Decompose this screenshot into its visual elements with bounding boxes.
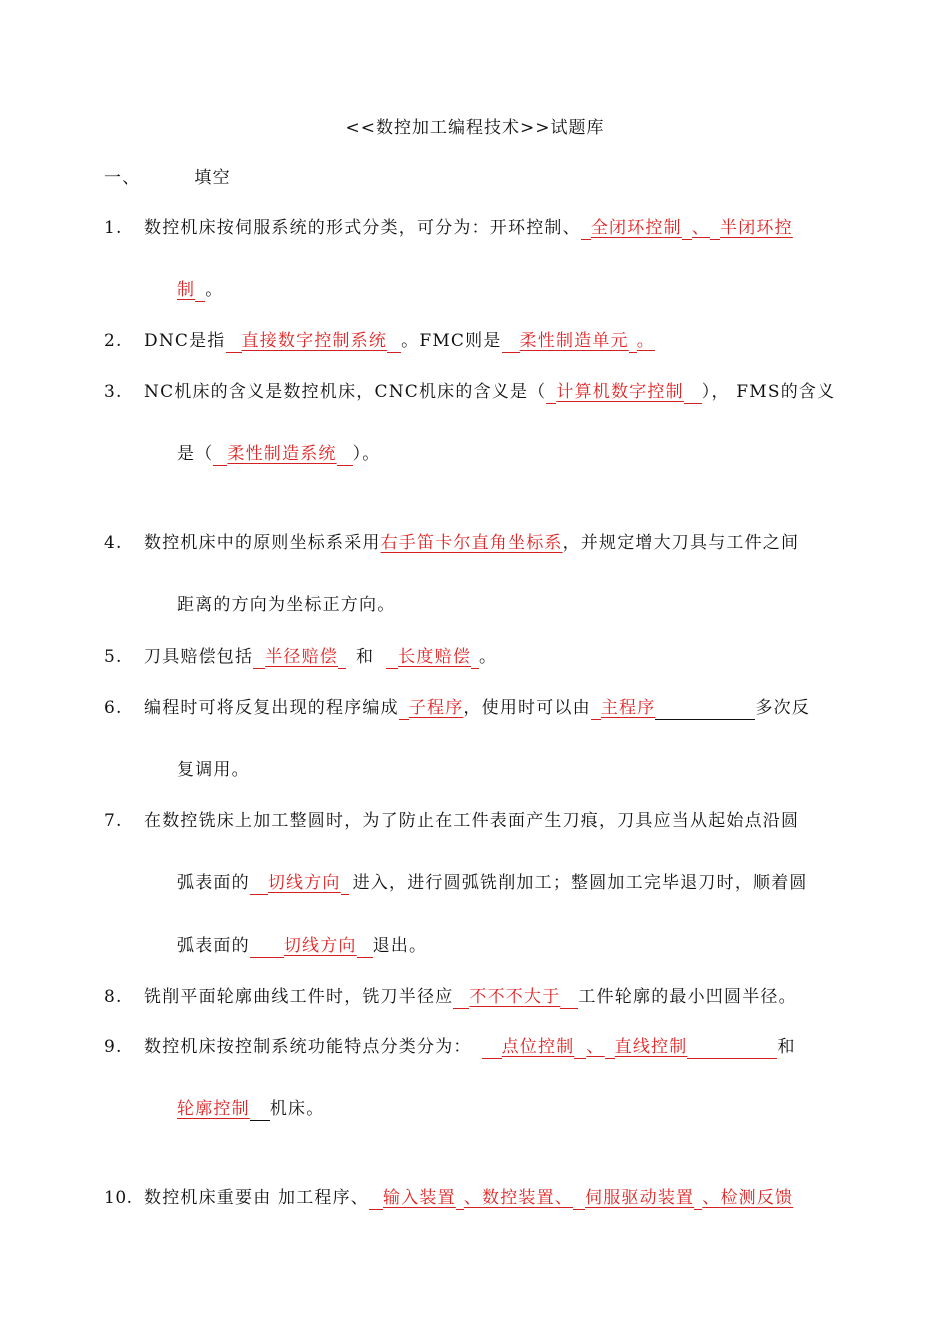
question-text: ）。 [352, 444, 381, 464]
question-3-line-1 [104, 380, 835, 404]
answer-blank: 切线方向 [283, 936, 357, 956]
answer-blank: 直线控制 [614, 1037, 688, 1057]
section-number: 一、 [104, 168, 141, 188]
question-7-line-3 [177, 934, 427, 958]
question-text: 编程时可将反复出现的程序编成 [144, 698, 399, 718]
question-text: ）， FMS的含义 [701, 382, 836, 402]
question-text: 刀具赔偿包括 [144, 647, 254, 667]
question-number: 3. [104, 382, 123, 402]
question-number: 1. [104, 218, 123, 238]
question-text: 数控机床重要由 加工程序、 [144, 1188, 370, 1208]
question-text: 机床。 [269, 1099, 325, 1119]
question-6-line-2 [177, 758, 250, 782]
answer-blank: 长度赔偿 [398, 647, 472, 667]
question-text: 和 [777, 1037, 796, 1057]
answer-blank: 右手笛卡尔直角坐标系 [380, 533, 563, 553]
question-text: 退出。 [372, 936, 428, 956]
question-text: 和 [356, 647, 375, 667]
answer-separator: 、 [702, 1188, 721, 1208]
answer-blank: 柔性制造单元 [519, 331, 629, 351]
question-5 [104, 645, 497, 669]
answer-blank: 检测反馈 [720, 1188, 794, 1208]
answer-blank: 主程序 [600, 698, 656, 718]
question-2 [104, 329, 655, 353]
question-text: DNC是指 [144, 331, 226, 351]
question-text: 数控机床按控制系统功能特点分类分为： [144, 1037, 472, 1057]
answer-separator: 、 [691, 218, 711, 238]
question-text: 。 [479, 647, 498, 667]
answer-blank: 子程序 [408, 698, 464, 718]
question-10 [104, 1186, 793, 1210]
question-text: NC机床的含义是数控机床，CNC机床的含义是（ [144, 382, 547, 402]
question-text: 复调用。 [177, 760, 250, 780]
answer-blank: 轮廓控制 [177, 1099, 250, 1119]
question-4-line-2 [177, 593, 395, 617]
question-text: 工件轮廓的最小凹圆半径。 [578, 987, 797, 1007]
answer-blank: 计算机数字控制 [556, 382, 684, 402]
answer-blank: 切线方向 [267, 873, 341, 893]
question-text: 。FMC则是 [401, 331, 502, 351]
answer-blank: 半闭环控 [720, 218, 793, 238]
question-9-line-2 [177, 1097, 324, 1121]
question-3-line-2 [177, 442, 381, 466]
question-text: 。 [636, 331, 655, 351]
answer-blank: 半径赔偿 [265, 647, 339, 667]
question-text: 数控机床中的原则坐标系采用 [144, 533, 381, 553]
question-text: 数控机床按伺服系统的形式分类，可分为：开环控制、 [144, 218, 581, 238]
question-text: 多次反 [755, 698, 811, 718]
question-number: 6. [104, 698, 123, 718]
question-7-line-2 [177, 871, 808, 895]
answer-blank: 伺服驱动装置 [585, 1188, 695, 1208]
question-number: 2. [104, 331, 123, 351]
question-6-line-1 [104, 696, 810, 720]
question-1-line-1 [104, 216, 793, 240]
section-label: 填空 [194, 168, 231, 188]
question-4-line-1 [104, 531, 799, 555]
answer-separator: 、 [554, 1188, 574, 1208]
answer-blank: 数控装置 [482, 1188, 555, 1208]
question-text: 在数控铣床上加工整圆时，为了防止在工件表面产生刀痕，刀具应当从起始点沿圆 [144, 811, 800, 831]
question-text: 。 [205, 280, 224, 300]
question-text: ，使用时可以由 [463, 698, 591, 718]
question-number: 10. [104, 1188, 133, 1208]
question-number: 5. [104, 647, 123, 667]
question-text: ，并规定增大刀具与工件之间 [562, 533, 800, 553]
answer-blank: 输入装置 [383, 1188, 456, 1208]
question-number: 4. [104, 533, 123, 553]
question-1-line-2 [177, 278, 223, 302]
answer-blank: 柔性制造系统 [227, 444, 337, 464]
question-7-line-1 [104, 809, 799, 833]
question-text: 弧表面的 [177, 873, 250, 893]
answer-separator: 、 [463, 1188, 483, 1208]
answer-blank: 全闭环控制 [590, 218, 682, 238]
question-9-line-1 [104, 1035, 796, 1059]
question-number: 9. [104, 1037, 123, 1057]
answer-blank: 直接数字控制系统 [241, 331, 388, 351]
page-title: <<数控加工编程技术>>试题库 [345, 118, 605, 138]
answer-blank: 不不不大于 [469, 987, 561, 1007]
answer-blank: 制 [177, 280, 196, 300]
answer-blank: 点位控制 [501, 1037, 575, 1057]
answer-separator: 、 [586, 1037, 605, 1057]
question-number: 8. [104, 987, 123, 1007]
question-text: 进入，进行圆弧铣削加工；整圆加工完毕退刀时，顺着圆 [352, 873, 808, 893]
question-text: 弧表面的 [177, 936, 250, 956]
question-8 [104, 985, 797, 1009]
question-text: 距离的方向为坐标正方向。 [177, 595, 396, 615]
section-heading [104, 166, 231, 190]
question-text: 是（ [177, 444, 214, 464]
question-text: 铣削平面轮廓曲线工件时，铣刀半径应 [144, 987, 454, 1007]
question-number: 7. [104, 811, 123, 831]
